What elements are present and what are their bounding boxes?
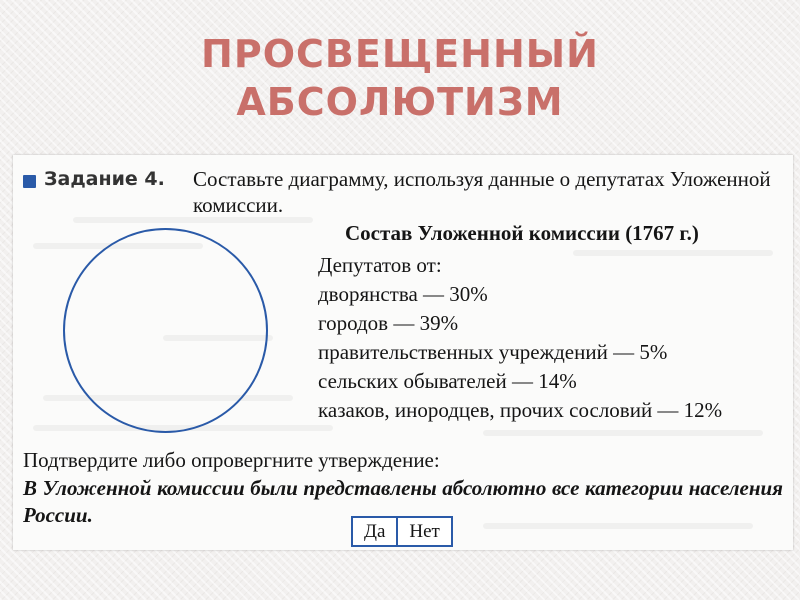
deputies-list — [318, 251, 722, 425]
question-statement: В Уложенной комиссии были представлены абсолютно все категории населения России. — [23, 476, 783, 527]
deputies-item: сельских обывателей — 14% — [318, 369, 577, 393]
slide-title-line-1: ПРОСВЕЩЕННЫЙ — [201, 32, 599, 76]
deputies-item: правительственных учреждений — 5% — [318, 340, 668, 364]
deputies-item: казаков, инородцев, прочих сословий — 12% — [318, 398, 723, 422]
task-marker-icon — [23, 175, 36, 188]
slide-title-line-2: АБСОЛЮТИЗМ — [236, 80, 564, 124]
deputies-item: дворянства — 30% — [318, 282, 488, 306]
slide-title — [0, 30, 800, 126]
answer-choice-group — [351, 516, 453, 547]
composition-title: Состав Уложенной комиссии (1767 г.) — [345, 221, 699, 245]
textbook-scan — [13, 155, 793, 550]
deputies-lead: Депутатов от: — [318, 253, 442, 277]
task-instruction: Составьте диаграмму, используя данные о депутатах Уложенной комиссии. — [193, 167, 771, 217]
answer-yes-button[interactable]: Да — [353, 518, 396, 545]
question-prompt: Подтвердите либо опровергните утверждение: — [23, 448, 440, 472]
empty-pie-chart-circle — [63, 228, 268, 433]
bleed-through-line — [483, 430, 763, 436]
task-label: Задание 4. — [44, 168, 165, 190]
deputies-item: городов — 39% — [318, 311, 459, 335]
answer-no-button[interactable]: Нет — [396, 518, 450, 545]
